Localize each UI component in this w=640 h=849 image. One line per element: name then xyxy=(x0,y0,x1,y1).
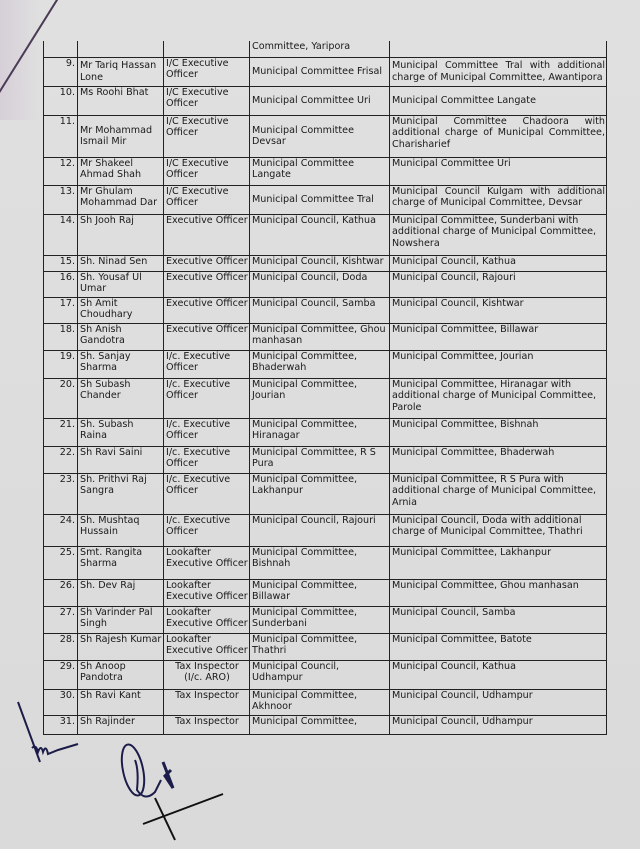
designation: Executive Officer xyxy=(164,255,250,271)
designation: I/c. Executive Officer xyxy=(164,514,250,546)
designation: Tax Inspector (I/c. ARO) xyxy=(164,660,250,689)
table-row xyxy=(44,271,607,297)
table-row xyxy=(44,546,607,579)
designation: I/C Executive Officer xyxy=(164,57,250,86)
posted-to xyxy=(390,41,607,57)
posted-to: Municipal Council Kulgam with additional charge of Municipal Committee, Devsar xyxy=(390,185,607,214)
signature-stroke xyxy=(135,760,161,797)
posted-from: Municipal Committee, Billawar xyxy=(250,579,390,606)
table-row xyxy=(44,255,607,271)
posted-from: Municipal Committee, Ghou manhasan xyxy=(250,323,390,350)
serial-number: 27. xyxy=(44,606,78,633)
table-row xyxy=(44,689,607,715)
serial-number: 30. xyxy=(44,689,78,715)
posted-to: Municipal Council, Udhampur xyxy=(390,689,607,715)
posted-from: Municipal Council, Udhampur xyxy=(250,660,390,689)
posted-to: Municipal Council, Rajouri xyxy=(390,271,607,297)
serial-number: 10. xyxy=(44,86,78,115)
designation xyxy=(164,41,250,57)
officer-name: Sh Anish Gandotra xyxy=(78,323,164,350)
table-row xyxy=(44,41,607,57)
posted-from: Municipal Committee Langate xyxy=(250,157,390,185)
posted-to: Municipal Committee Tral with additional charge of Municipal Committee, Awantipora xyxy=(390,57,607,86)
posted-from: Municipal Committee, xyxy=(250,715,390,734)
posted-from: Municipal Committee, Akhnoor xyxy=(250,689,390,715)
serial-number: 29. xyxy=(44,660,78,689)
signature-stroke xyxy=(163,762,173,788)
posted-from: Municipal Committee Devsar xyxy=(250,115,390,157)
serial-number: 13. xyxy=(44,185,78,214)
officer-name: Ms Roohi Bhat xyxy=(78,86,164,115)
table-row xyxy=(44,115,607,157)
serial-number: 22. xyxy=(44,446,78,473)
initials-signature-left xyxy=(10,700,90,770)
officer-name: Sh Jooh Raj xyxy=(78,214,164,255)
posted-to: Municipal Committee, Batote xyxy=(390,633,607,660)
serial-number: 23. xyxy=(44,473,78,514)
serial-number: 24. xyxy=(44,514,78,546)
table-row xyxy=(44,633,607,660)
officer-name: Mr Shakeel Ahmad Shah xyxy=(78,157,164,185)
posted-from: Municipal Committee, Lakhanpur xyxy=(250,473,390,514)
table-row xyxy=(44,579,607,606)
designation: I/C Executive Officer xyxy=(164,157,250,185)
posted-from: Municipal Committee, Sunderbani xyxy=(250,606,390,633)
serial-number: 25. xyxy=(44,546,78,579)
table-row xyxy=(44,323,607,350)
serial-number: 18. xyxy=(44,323,78,350)
table-row xyxy=(44,418,607,446)
designation: Lookafter Executive Officer xyxy=(164,579,250,606)
officer-name: Mr Mohammad Ismail Mir xyxy=(78,115,164,157)
signature-stroke xyxy=(118,742,148,797)
officer-name: Mr Ghulam Mohammad Dar xyxy=(78,185,164,214)
officer-name: Sh Amit Choudhary xyxy=(78,297,164,323)
posted-to: Municipal Committee Langate xyxy=(390,86,607,115)
posted-to: Municipal Committee, Sunderbani with additional charge of Municipal Committee, Nowshera xyxy=(390,214,607,255)
designation: I/c. Executive Officer xyxy=(164,473,250,514)
serial-number: 12. xyxy=(44,157,78,185)
posted-from: Municipal Committee Frisal xyxy=(250,57,390,86)
table-row xyxy=(44,378,607,418)
designation: I/c. Executive Officer xyxy=(164,418,250,446)
table-row xyxy=(44,606,607,633)
posted-from: Municipal Council, Kathua xyxy=(250,214,390,255)
posted-from: Municipal Council, Doda xyxy=(250,271,390,297)
designation: I/C Executive Officer xyxy=(164,115,250,157)
table-row xyxy=(44,446,607,473)
posted-from: Municipal Committee, Bhaderwah xyxy=(250,350,390,378)
serial-number: 15. xyxy=(44,255,78,271)
designation: Tax Inspector xyxy=(164,715,250,734)
serial-number: 31. xyxy=(44,715,78,734)
serial-number: 26. xyxy=(44,579,78,606)
posted-to: Municipal Committee, Bishnah xyxy=(390,418,607,446)
posted-from: Municipal Council, Samba xyxy=(250,297,390,323)
serial-number: 21. xyxy=(44,418,78,446)
signature-stroke xyxy=(18,702,40,762)
posted-to: Municipal Committee, Hiranagar with additional charge of Municipal Committee, Parole xyxy=(390,378,607,418)
officer-name: Sh. Sanjay Sharma xyxy=(78,350,164,378)
officer-name: Sh Subash Chander xyxy=(78,378,164,418)
posted-to: Municipal Council, Kathua xyxy=(390,255,607,271)
posted-to: Municipal Committee Uri xyxy=(390,157,607,185)
serial-number: 20. xyxy=(44,378,78,418)
designation: Tax Inspector xyxy=(164,689,250,715)
posted-from: Municipal Committee, R S Pura xyxy=(250,446,390,473)
posted-to: Municipal Committee, Ghou manhasan xyxy=(390,579,607,606)
officer-name: Mr Tariq Hassan Lone xyxy=(78,57,164,86)
designation: Executive Officer xyxy=(164,323,250,350)
posted-to: Municipal Council, Udhampur xyxy=(390,715,607,734)
posted-from: Municipal Council, Kishtwar xyxy=(250,255,390,271)
officer-name: Sh. Prithvi Raj Sangra xyxy=(78,473,164,514)
officer-name: Sh Rajinder xyxy=(78,715,164,734)
posted-from: Municipal Committee Tral xyxy=(250,185,390,214)
posted-to: Municipal Council, Kishtwar xyxy=(390,297,607,323)
designation: I/c. Executive Officer xyxy=(164,378,250,418)
table-row xyxy=(44,660,607,689)
table-row xyxy=(44,473,607,514)
table-row xyxy=(44,185,607,214)
designation: Lookafter Executive Officer xyxy=(164,546,250,579)
officer-name: Sh. Subash Raina xyxy=(78,418,164,446)
officer-name: Sh Ravi Kant xyxy=(78,689,164,715)
designation: Lookafter Executive Officer xyxy=(164,606,250,633)
serial-number: 16. xyxy=(44,271,78,297)
posted-from: Municipal Council, Rajouri xyxy=(250,514,390,546)
officer-name: Sh Varinder Pal Singh xyxy=(78,606,164,633)
posted-to: Municipal Council, Samba xyxy=(390,606,607,633)
designation: Executive Officer xyxy=(164,271,250,297)
posted-to: Municipal Committee, R S Pura with additional charge of Municipal Committee, Arnia xyxy=(390,473,607,514)
posted-to: Municipal Council, Kathua xyxy=(390,660,607,689)
posted-from: Municipal Committee, Hiranagar xyxy=(250,418,390,446)
serial-number: 17. xyxy=(44,297,78,323)
designation: I/C Executive Officer xyxy=(164,86,250,115)
posted-to: Municipal Committee, Jourian xyxy=(390,350,607,378)
posted-to: Municipal Committee Chadoora with additional charge of Municipal Committee, Charisharief xyxy=(390,115,607,157)
designation: Executive Officer xyxy=(164,297,250,323)
serial-number: 28. xyxy=(44,633,78,660)
posted-from: Municipal Committee Uri xyxy=(250,86,390,115)
designation: Lookafter Executive Officer xyxy=(164,633,250,660)
designation: I/c. Executive Officer xyxy=(164,350,250,378)
table-row xyxy=(44,715,607,734)
posted-to: Municipal Committee, Billawar xyxy=(390,323,607,350)
serial-number: 19. xyxy=(44,350,78,378)
officer-name xyxy=(78,41,164,57)
table-row xyxy=(44,214,607,255)
posted-from: Committee, Yaripora xyxy=(250,41,390,57)
officer-name: Sh Anoop Pandotra xyxy=(78,660,164,689)
officer-name: Sh. Mushtaq Hussain xyxy=(78,514,164,546)
officer-name: Sh Ravi Saini xyxy=(78,446,164,473)
transfer-table xyxy=(43,41,607,735)
signature-stroke xyxy=(32,744,78,754)
serial-number: 11. xyxy=(44,115,78,157)
table-row xyxy=(44,86,607,115)
serial-number xyxy=(44,41,78,57)
officer-name: Sh. Ninad Sen xyxy=(78,255,164,271)
posted-from: Municipal Committee, Thathri xyxy=(250,633,390,660)
serial-number: 9. xyxy=(44,57,78,86)
posted-to: Municipal Committee, Lakhanpur xyxy=(390,546,607,579)
officer-name: Sh. Dev Raj xyxy=(78,579,164,606)
table-row xyxy=(44,514,607,546)
posted-to: Municipal Committee, Bhaderwah xyxy=(390,446,607,473)
table-row xyxy=(44,157,607,185)
officer-name: Sh. Yousaf Ul Umar xyxy=(78,271,164,297)
designation: I/C Executive Officer xyxy=(164,185,250,214)
officer-name: Sh Rajesh Kumar xyxy=(78,633,164,660)
table-row xyxy=(44,57,607,86)
posted-from: Municipal Committee, Jourian xyxy=(250,378,390,418)
serial-number: 14. xyxy=(44,214,78,255)
table-row xyxy=(44,297,607,323)
posted-to: Municipal Council, Doda with additional charge of Municipal Committee, Thathri xyxy=(390,514,607,546)
signature-right xyxy=(115,740,225,845)
designation: I/c. Executive Officer xyxy=(164,446,250,473)
designation: Executive Officer xyxy=(164,214,250,255)
posted-from: Municipal Committee, Bishnah xyxy=(250,546,390,579)
officer-name: Smt. Rangita Sharma xyxy=(78,546,164,579)
table-row xyxy=(44,350,607,378)
